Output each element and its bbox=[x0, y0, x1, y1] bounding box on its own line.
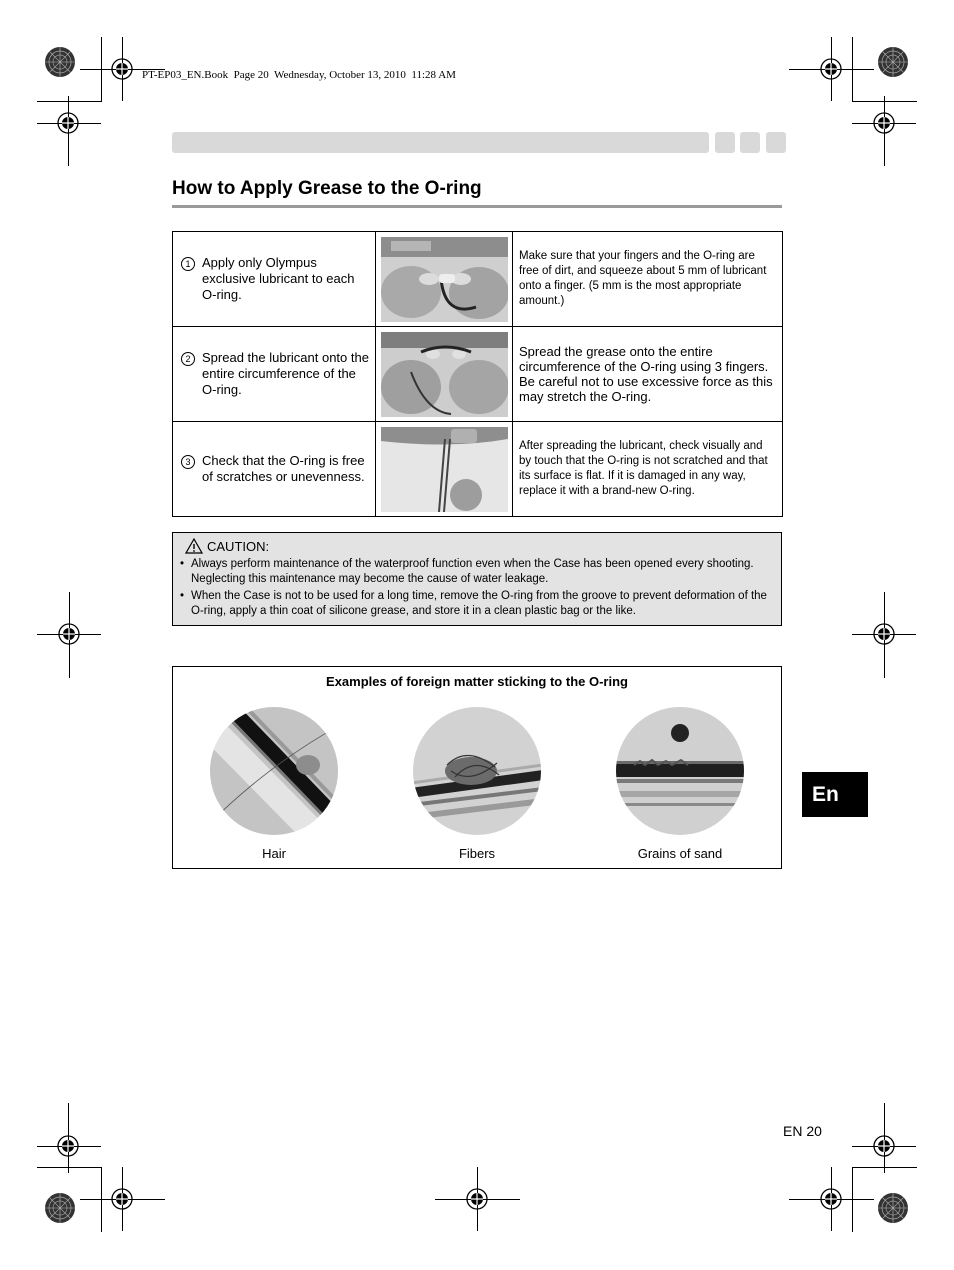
step-number-badge: 3 bbox=[181, 455, 195, 469]
caution-box bbox=[172, 532, 782, 626]
section-title: How to Apply Grease to the O-ring bbox=[172, 178, 482, 199]
table-row bbox=[173, 232, 783, 327]
step-cell bbox=[173, 327, 376, 422]
table-row bbox=[173, 327, 783, 422]
step-text: Check that the O-ring is free of scratches or unevenness. bbox=[202, 453, 365, 484]
examples-title: Examples of foreign matter sticking to the O-ring bbox=[326, 674, 628, 689]
photo-cell bbox=[376, 422, 513, 517]
language-tab: En bbox=[802, 772, 868, 817]
example-grains-of-sand bbox=[605, 705, 755, 861]
hair-closeup-image bbox=[208, 705, 340, 837]
caution-item-text: Always perform maintenance of the waterproof function even when the Case has been opened every shooting. Neglecting this maintenance may become the cause of water leakage. bbox=[191, 558, 754, 585]
step-number-badge: 1 bbox=[181, 257, 195, 271]
example-hair bbox=[199, 705, 349, 861]
example-label: Hair bbox=[262, 846, 286, 861]
caution-list bbox=[180, 557, 773, 621]
step-cell bbox=[173, 232, 376, 327]
page-number: EN 20 bbox=[783, 1123, 822, 1139]
steps-table bbox=[172, 231, 783, 517]
warning-triangle-icon bbox=[185, 538, 203, 554]
example-fibers bbox=[402, 705, 552, 861]
header-band-block bbox=[740, 132, 760, 153]
caution-item-text: When the Case is not to be used for a long time, remove the O-ring from the groove to prevent deformation of the O-ring, apply a thin coat of silicone grease, and store it in a clean plastic bag or the like. bbox=[191, 590, 767, 617]
step-description: After spreading the lubricant, check visually and by touch that the O-ring is not scratched and that its surface is flat. If it is damaged in any way, replace it with a brand-new O-ring. bbox=[513, 422, 783, 517]
list-item: • Always perform maintenance of the waterproof function even when the Case has been opened every shooting. Neglecting this maintenance may become the cause of water leakage. bbox=[180, 557, 773, 587]
caution-header bbox=[185, 538, 269, 554]
step-text: Spread the lubricant onto the entire circumference of the O-ring. bbox=[202, 350, 369, 397]
step-description: Make sure that your fingers and the O-ring are free of dirt, and squeeze about 5 mm of lubricant onto a finger. (5 mm is the most appropriate amount.) bbox=[513, 232, 783, 327]
example-label: Fibers bbox=[458, 846, 496, 861]
list-item: • When the Case is not to be used for a long time, remove the O-ring from the groove to prevent deformation of the O-ring, apply a thin coat of silicone grease, and store it in a clean plastic bag or the like. bbox=[180, 589, 773, 619]
examples-box bbox=[172, 666, 782, 869]
book-info-line: PT-EP03_EN.Book Page 20 Wednesday, October 13, 2010 11:28 AM bbox=[142, 69, 456, 81]
step-description: Spread the grease onto the entire circumference of the O-ring using 3 fingers. Be careful not to use excessive force as this may stretch the O-ring. bbox=[513, 327, 783, 422]
header-band bbox=[172, 132, 709, 153]
step-cell bbox=[173, 422, 376, 517]
step-text: Apply only Olympus exclusive lubricant to each O-ring. bbox=[202, 255, 355, 302]
header-band-block bbox=[766, 132, 786, 153]
squeeze-lubricant-photo bbox=[381, 237, 508, 322]
spread-grease-photo bbox=[381, 332, 508, 417]
sand-closeup-image bbox=[614, 705, 746, 837]
check-o-ring-photo bbox=[381, 427, 508, 512]
photo-cell bbox=[376, 232, 513, 327]
fibers-closeup-image bbox=[411, 705, 543, 837]
example-label: Grains of sand bbox=[637, 846, 723, 861]
header-band-block bbox=[715, 132, 735, 153]
photo-cell bbox=[376, 327, 513, 422]
title-underline bbox=[172, 205, 782, 208]
step-number-badge: 2 bbox=[181, 352, 195, 366]
caution-label: CAUTION: bbox=[207, 538, 270, 554]
table-row bbox=[173, 422, 783, 517]
